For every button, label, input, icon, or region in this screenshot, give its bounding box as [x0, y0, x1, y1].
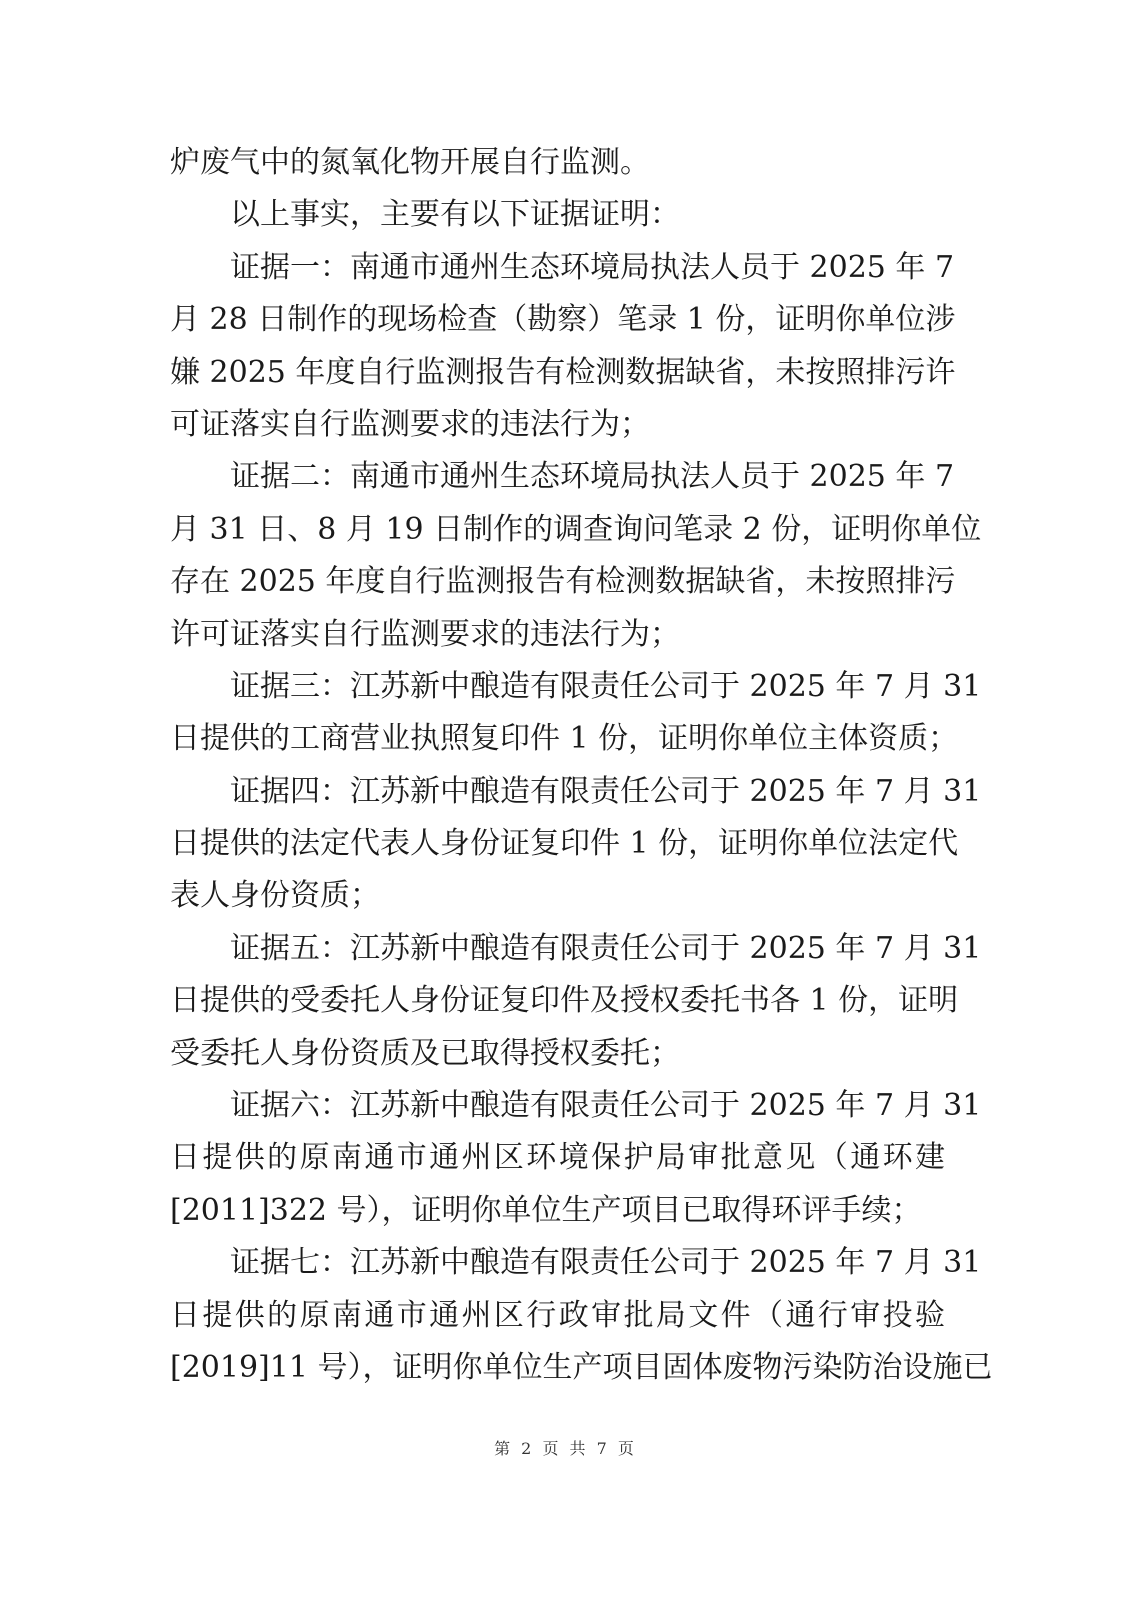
text-line: 以上事实，主要有以下证据证明：	[230, 197, 680, 233]
text-line: 表人身份资质；	[170, 878, 380, 914]
text-line: 证据五：江苏新中酿造有限责任公司于 2025 年 7 月 31	[230, 930, 982, 966]
text-line: 月 28 日制作的现场检查（勘察）笔录 1 份，证明你单位涉	[170, 302, 956, 338]
document-body	[170, 137, 993, 1394]
text-line: 可证落实自行监测要求的违法行为；	[170, 406, 650, 442]
text-line: 证据二：南通市通州生态环境局执法人员于 2025 年 7	[230, 459, 955, 495]
text-line: 许可证落实自行监测要求的违法行为；	[170, 616, 680, 652]
text-line: 证据七：江苏新中酿造有限责任公司于 2025 年 7 月 31	[230, 1245, 982, 1281]
text-line: 证据三：江苏新中酿造有限责任公司于 2025 年 7 月 31	[230, 668, 982, 704]
text-line: 日提供的法定代表人身份证复印件 1 份，证明你单位法定代	[170, 826, 959, 862]
text-line: 证据一：南通市通州生态环境局执法人员于 2025 年 7	[230, 249, 955, 285]
text-line: 存在 2025 年度自行监测报告有检测数据缺省，未按照排污	[170, 564, 956, 600]
text-line: 日提供的原南通市通州区环境保护局审批意见（通环建	[170, 1140, 945, 1176]
text-line: [2011]322 号），证明你单位生产项目已取得环评手续；	[170, 1192, 922, 1228]
text-line: 证据四：江苏新中酿造有限责任公司于 2025 年 7 月 31	[230, 773, 982, 809]
text-line: 日提供的工商营业执照复印件 1 份，证明你单位主体资质；	[170, 721, 959, 757]
text-line: [2019]11 号），证明你单位生产项目固体废物污染防治设施已	[170, 1349, 993, 1385]
page-footer: 第 2 页 共 7 页	[494, 1439, 637, 1458]
text-line: 受委托人身份资质及已取得授权委托；	[170, 1035, 680, 1071]
text-line: 炉废气中的氮氧化物开展自行监测。	[170, 145, 650, 180]
text-line: 日提供的受委托人身份证复印件及授权委托书各 1 份，证明	[170, 983, 959, 1019]
text-line: 日提供的原南通市通州区行政审批局文件（通行审投验	[170, 1297, 945, 1333]
text-line: 嫌 2025 年度自行监测报告有检测数据缺省，未按照排污许	[170, 354, 956, 390]
text-line: 证据六：江苏新中酿造有限责任公司于 2025 年 7 月 31	[230, 1088, 982, 1124]
text-line: 月 31 日、8 月 19 日制作的调查询问笔录 2 份，证明你单位	[170, 511, 982, 547]
